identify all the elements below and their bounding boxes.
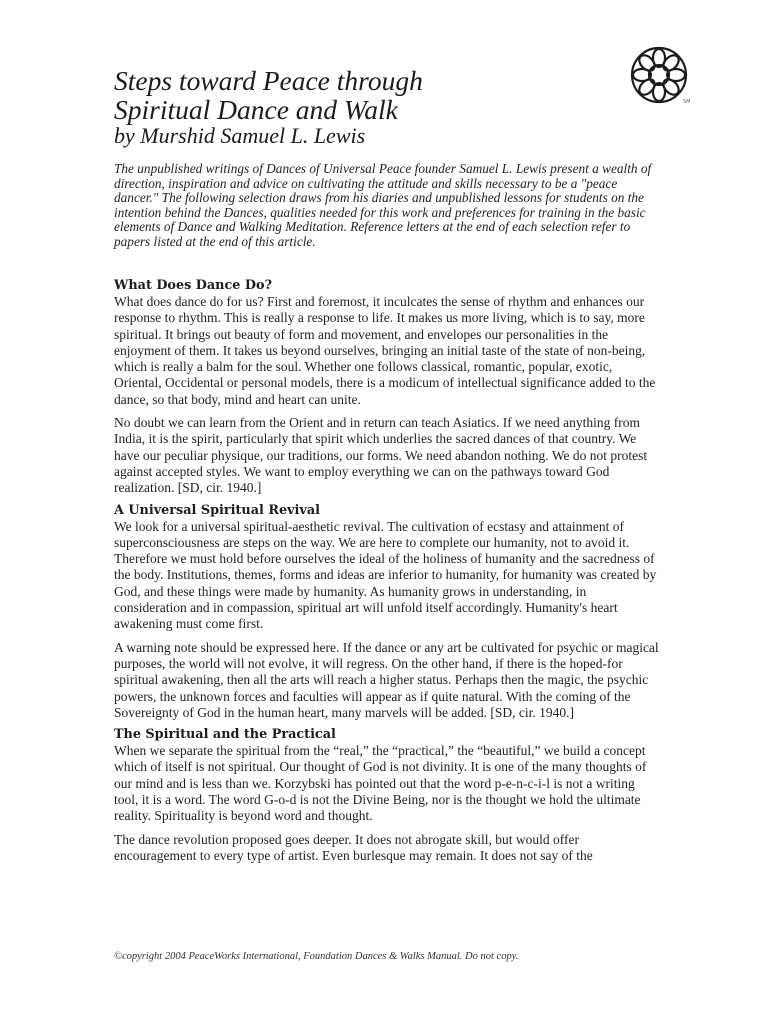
body-paragraph: What does dance do for us? First and foremost, it inculcates the sense of rhythm and enhances our response to rhythm. This is really a response to life. It makes us more living, which is to say, more spiritual. It brings out beauty of form and movement, and envelopes our personalities in the enjoyment of them. It takes us beyond ourselves, bringing an initial taste of the state of non-being, which is really a balm for the soul. Whether one follows classical, romantic, popular, exotic, Oriental, Occidental or personal models, there is a modicum of intellectual significance added to the dance, so that body, mind and heart can unite. (114, 294, 656, 407)
article-body (114, 278, 662, 864)
service-mark: SM (683, 99, 691, 105)
peace-rosette-icon (628, 44, 690, 106)
body-paragraph: The dance revolution proposed goes deeper. It does not abrogate skill, but would offer encouragement to every type of artist. Even burlesque may remain. It does not say of the (114, 831, 593, 863)
copyright-footer: ©copyright 2004 PeaceWorks International, Foundation Dances & Walks Manual. Do not copy. (114, 951, 519, 962)
section-heading: A Universal Spiritual Revival (114, 502, 320, 518)
body-paragraph: When we separate the spiritual from the “real,” the “practical,” the “beautiful,” we build a concept which of itself is not spiritual. Our thought of God is not divinity. It is one of the many thoughts of our mind and is less than we. Korzybski has pointed out that the word p-e-n-c-i-l is not a writing tool, it is a word. The word G-o-d is not the Divine Being, nor is the thought we hold the ultimate reality. Spirituality is beyond word and thought. (114, 743, 647, 824)
section-heading: What Does Dance Do? (114, 278, 272, 293)
body-paragraph: We look for a universal spiritual-aesthetic revival. The cultivation of ecstasy and attainment of superconsciousness are steps on the way. We are here to complete our humanity, not to avoid it. Therefore we must hold before ourselves the ideal of the holiness of humanity and the sacredness of the body. Institutions, themes, forms and ideas are inferior to humanity, for humanity was created by God, and these things were made by humanity. As humanity grows in understanding, in consideration and in compassion, spiritual art will unfold itself accordingly. Humanity's heart awakening must come first. (114, 518, 657, 632)
page-title-line-1: Steps toward Peace through (114, 65, 423, 96)
body-paragraph: No doubt we can learn from the Orient and in return can teach Asiatics. If we need anything from India, it is the spirit, particularly that spirit which underlies the sacred dances of that country. We have our peculiar physique, our traditions, our forms. We need abandon nothing. We do not protest against accepted styles. We want to employ everything we can on the pathways toward God realization. [SD, cir. 1940.] (114, 415, 648, 496)
page-title-line-2: Spiritual Dance and Walk (114, 94, 398, 125)
body-paragraph: A warning note should be expressed here. If the dance or any art be cultivated for psychic or magical purposes, the world will not evolve, it will regress. On the other hand, if there is the hoped-for spiritual awakening, then all the arts will reach a higher status. Perhaps then the magic, the psychic powers, the unknown forces and faculties will appear as if quite natural. With the coming of the Sovereignty of God in the human heart, many marvels will be added. [SD, cir. 1940.] (114, 639, 659, 720)
author-byline: by Murshid Samuel L. Lewis (114, 123, 366, 148)
intro-paragraph: The unpublished writings of Dances of Universal Peace founder Samuel L. Lewis present a wealth of direction, inspiration and advice on cultivating the attitude and skills necessary to be a "peace dancer." The following selection draws from his diaries and unpublished lessons for students on the intention behind the Dances, qualities needed for this work and preferences for training in the basic elements of Dance and Walking Meditation. Reference letters at the end of each selection refer to papers listed at the end of this article. (114, 161, 652, 249)
title-block (114, 66, 634, 148)
section-heading: The Spiritual and the Practical (114, 727, 336, 743)
